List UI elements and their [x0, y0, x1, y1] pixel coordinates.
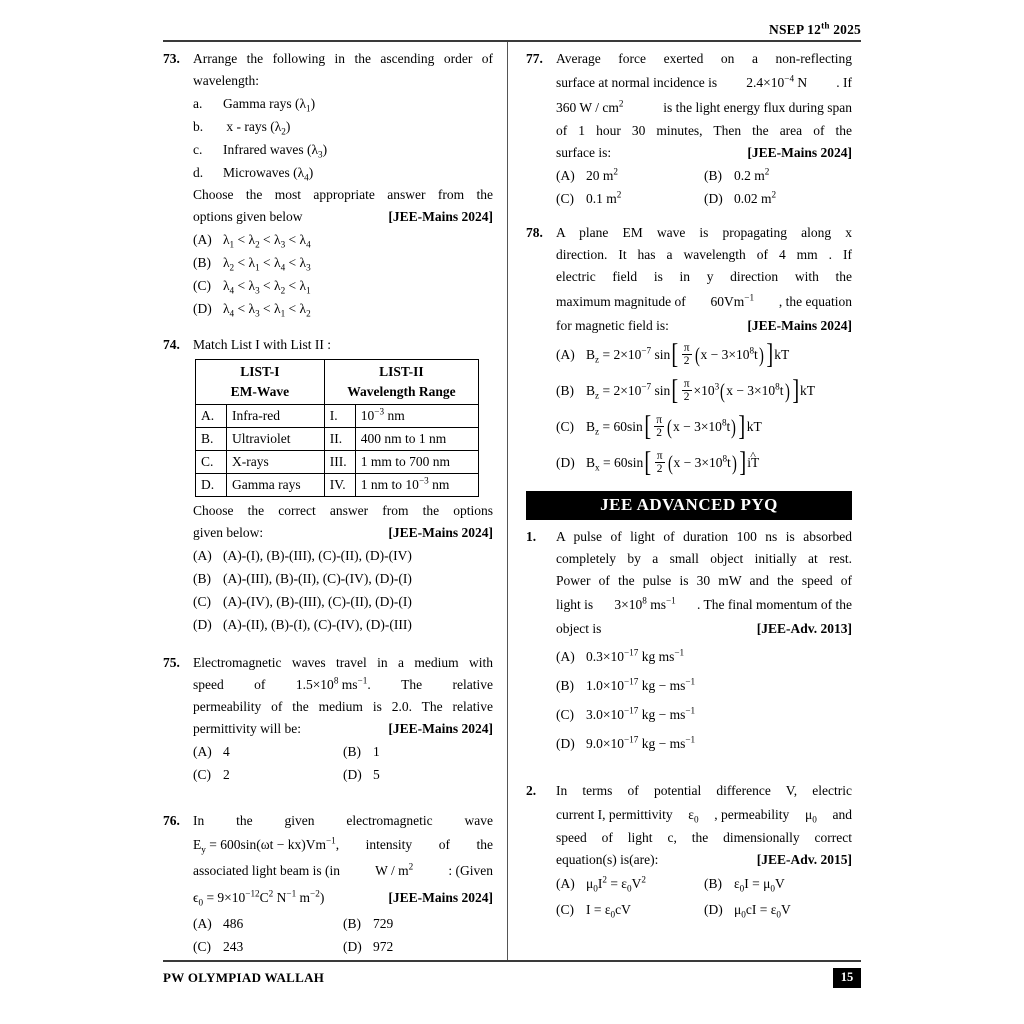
table-row [196, 474, 479, 497]
question-73-item-d [193, 161, 493, 184]
option-d[interactable] [343, 935, 493, 958]
question-76-options [193, 912, 493, 958]
line4-text-1: maximum magnitude of [556, 294, 686, 309]
line1-word-2: the [236, 813, 253, 828]
option-label: (D) [343, 767, 362, 782]
option-label: (A) [556, 649, 575, 664]
line1-word-5: wave [464, 813, 493, 828]
line2-speed-value: $1.5\times 10^8$ $ms^{-1}$. [295, 675, 371, 692]
question-74-options [193, 544, 493, 636]
option-a[interactable] [556, 164, 704, 187]
option-label: (D) [556, 455, 575, 470]
row-key-right: III. [324, 451, 355, 474]
option-formula: $B_z = 60\sin$[ $\frac{\pi}{2}$ $(x - 3\times 10^8t)]kT$ [586, 410, 762, 442]
header-line-1: LIST-I [240, 364, 280, 379]
question-73-options [193, 228, 493, 320]
row-key-left: B. [196, 428, 227, 451]
question-73 [163, 48, 493, 320]
line2-word-3: The [401, 677, 423, 692]
question-78-line-4 [556, 288, 852, 315]
header-exam-name: NSEP 12 [769, 22, 822, 37]
adv2-source-tag: [JEE-Adv. 2015] [756, 852, 852, 867]
column-divider [507, 42, 508, 960]
question-74-stem: Match List I with List II : [193, 337, 331, 352]
question-75-body [193, 652, 493, 786]
question-78-line-1: A plane EM wave is propagating along x [556, 225, 852, 240]
adv2-line-2 [556, 802, 852, 827]
option-text: 243 [223, 939, 244, 954]
option-d[interactable] [556, 445, 852, 481]
option-text: $1.0\times 10^{-17}$ kg − $ms^{-1}$ [586, 676, 696, 693]
option-formula: $\mu_0I^2 = \varepsilon_0V^2$ [586, 874, 646, 894]
question-74 [163, 334, 493, 636]
option-label: (D) [193, 301, 212, 316]
question-75-line-4 [193, 718, 493, 740]
option-label: (A) [193, 744, 212, 759]
question-78-options [556, 337, 852, 481]
question-76-body [193, 810, 493, 958]
question-75-number: 75. [163, 655, 180, 670]
line4-text-2: , the equation [778, 294, 852, 309]
adv2-line-4 [556, 849, 852, 871]
item-text: Gamma rays $(\lambda_1)$ [223, 96, 316, 114]
option-text: 729 [373, 916, 394, 931]
option-text: 0.1 $m^2$ [586, 189, 622, 206]
row-value-left: Infra-red [227, 405, 325, 428]
unit-vector-hat: ^ iT [747, 445, 759, 481]
question-78-line-2: direction. It has a wavelength of 4 mm . If [556, 247, 852, 262]
question-78-number: 78. [526, 225, 543, 240]
header-title [769, 22, 861, 38]
efield-magnitude: $60Vm^{-1}$ [710, 292, 755, 309]
row-key-right: II. [324, 428, 355, 451]
adv2-line-3: speed of light c, the dimensionally correct [556, 830, 852, 845]
page-header [163, 0, 861, 40]
question-76-line-4 [193, 884, 493, 912]
instruction-text: options given below [193, 209, 303, 224]
option-text: 0.2 $m^2$ [734, 166, 770, 183]
row-value-left: X-rays [227, 451, 325, 474]
line3-text-2: : (Given [448, 863, 493, 878]
item-text: Infrared waves $(\lambda_3)$ [223, 142, 328, 160]
option-text: (A)-(III), (B)-(II), (C)-(IV), (D)-(I) [223, 571, 412, 586]
option-label: (A) [193, 548, 212, 563]
row-value-left: Ultraviolet [227, 428, 325, 451]
question-73-instruction-line2 [193, 206, 493, 228]
option-label: (A) [556, 168, 575, 183]
option-text: 5 [373, 767, 380, 782]
right-column [512, 42, 852, 960]
question-78-line-3: electric field is in y direction with the [556, 269, 852, 284]
question-74-instruction-line2 [193, 522, 493, 544]
option-label: (B) [556, 678, 574, 693]
footer-brand: PW OLYMPIAD WALLAH [163, 970, 325, 985]
question-77-body [556, 48, 852, 210]
option-formula: $B_z = 2\times 10^{-7}$ sin[ $\frac{\pi}{2}$ $\times 10^3(x - 3\times 10^8t)]kT$ [586, 374, 815, 406]
option-d[interactable] [193, 613, 493, 636]
option-b[interactable] [704, 871, 852, 897]
adv2-options [556, 871, 852, 923]
question-78-source-tag: [JEE-Mains 2024] [747, 318, 852, 333]
option-label: (C) [556, 902, 574, 917]
row-key-right: IV. [324, 474, 355, 497]
advanced-question-2 [526, 780, 852, 923]
option-d[interactable] [556, 729, 852, 758]
table-header-list-1 [196, 360, 325, 405]
option-formula: $\varepsilon_0I = \mu_0V$ [734, 876, 785, 894]
option-label: (C) [193, 767, 211, 782]
row-key-right: I. [324, 405, 355, 428]
option-label: (A) [193, 232, 212, 247]
line5-text: for magnetic field is: [556, 318, 669, 333]
option-label: (D) [556, 736, 575, 751]
option-label: (B) [343, 916, 361, 931]
option-label: (A) [556, 347, 575, 362]
question-78 [526, 222, 852, 481]
option-d[interactable] [704, 187, 852, 210]
option-label: (C) [193, 594, 211, 609]
line2-text-1: surface at normal incidence is [556, 75, 718, 90]
option-a[interactable] [556, 337, 852, 373]
epsilon-constant: $\epsilon_0 = 9\times 10^{-12}C^2$ $N^{-1}$ $m^{-2}$) [193, 888, 325, 908]
item-label: a. [193, 96, 203, 111]
header-ordinal-suffix: th [821, 20, 830, 31]
header-line-2: Wavelength Range [347, 384, 456, 399]
adv1-source-tag: [JEE-Adv. 2013] [756, 621, 852, 636]
adv1-options [556, 642, 852, 758]
line2-text-3: and [832, 807, 852, 822]
option-a[interactable] [556, 642, 852, 671]
option-label: (D) [193, 617, 212, 632]
line3-text: is the light energy flux during span [663, 100, 852, 115]
question-76-source-tag: [JEE-Mains 2024] [388, 890, 493, 905]
question-75-line-1: Electromagnetic waves travel in a medium with [193, 655, 493, 670]
option-c[interactable] [193, 590, 493, 613]
adv1-line-3: Power of the pulse is 30 mW and the speed of [556, 573, 852, 588]
question-73-item-a [193, 92, 493, 115]
line2-word-1: intensity [365, 837, 413, 852]
question-77 [526, 48, 852, 210]
question-75-source-tag: [JEE-Mains 2024] [388, 721, 493, 736]
question-73-number: 73. [163, 51, 180, 66]
question-78-body [556, 222, 852, 481]
question-74-instruction-line1: Choose the correct answer from the options [193, 503, 493, 518]
table-row [196, 428, 479, 451]
option-label: (B) [343, 744, 361, 759]
question-73-stem: Arrange the following in the ascending order of wavelength: [193, 51, 493, 88]
line4-text: permittivity will be: [193, 721, 301, 736]
line2-word-4: relative [452, 677, 493, 692]
option-a[interactable] [556, 871, 704, 897]
advanced-question-1 [526, 526, 852, 758]
option-d[interactable] [343, 763, 493, 786]
line2-text-2: , permeability [714, 807, 790, 822]
question-76 [163, 810, 493, 958]
intensity-unit: W / $m^2$ [375, 861, 414, 878]
advanced-question-2-body [556, 780, 852, 923]
question-73-source-tag: [JEE-Mains 2024] [388, 209, 493, 224]
option-b[interactable] [704, 164, 852, 187]
document-page [163, 0, 861, 1024]
row-value-right: 400 nm to 1 nm [355, 428, 478, 451]
option-a[interactable] [193, 740, 343, 763]
option-c[interactable] [193, 763, 343, 786]
option-label: (B) [193, 255, 211, 270]
line4-text: equation(s) is(are): [556, 852, 659, 867]
question-76-number: 76. [163, 813, 180, 828]
question-75-line-3: permeability of the medium is 2.0. The relative [193, 699, 493, 714]
option-text: $\lambda_1 < \lambda_2 < \lambda_3 < \lambda_4$ [223, 232, 311, 250]
row-value-right: 1 mm to 700 nm [355, 451, 478, 474]
question-73-body [193, 48, 493, 320]
question-77-line-1: Average force exerted on a non-reflecting [556, 51, 852, 66]
option-text: $\lambda_2 < \lambda_1 < \lambda_4 < \lambda_3$ [223, 255, 311, 273]
option-label: (C) [193, 939, 211, 954]
option-label: (D) [343, 939, 362, 954]
question-77-number: 77. [526, 51, 543, 66]
option-text: 486 [223, 916, 244, 931]
question-73-item-b [193, 115, 493, 138]
line5-text: object is [556, 621, 602, 636]
option-c[interactable] [556, 897, 704, 923]
question-74-body [193, 334, 493, 636]
option-a[interactable] [193, 228, 493, 251]
advanced-question-1-number: 1. [526, 529, 537, 544]
permittivity-symbol: $\varepsilon_0$ [688, 807, 699, 825]
option-label: (C) [556, 191, 574, 206]
option-b[interactable] [193, 251, 493, 274]
option-text: (A)-(IV), (B)-(III), (C)-(II), (D)-(I) [223, 594, 412, 609]
row-key-left: D. [196, 474, 227, 497]
row-value-left: Gamma rays [227, 474, 325, 497]
header-year: 2025 [829, 22, 861, 37]
option-b[interactable] [556, 671, 852, 700]
option-text: $\lambda_4 < \lambda_3 < \lambda_1 < \lambda_2$ [223, 301, 311, 319]
row-key-left: A. [196, 405, 227, 428]
option-d[interactable] [704, 897, 852, 923]
option-text: $\lambda_4 < \lambda_3 < \lambda_2 < \lambda_1$ [223, 278, 311, 296]
option-label: (D) [704, 902, 723, 917]
question-76-line-3 [193, 858, 493, 884]
question-77-source-tag: [JEE-Mains 2024] [747, 145, 852, 160]
advanced-question-2-number: 2. [526, 783, 537, 798]
option-a[interactable] [193, 912, 343, 935]
line2-word-2: of [254, 677, 266, 692]
option-text: 1 [373, 744, 380, 759]
option-label: (A) [193, 916, 212, 931]
field-equation: $E_y = 600\sin(\omega t - kx)Vm^{-1}$, [193, 835, 340, 855]
line4-text-1: light is [556, 597, 594, 612]
question-73-item-c [193, 138, 493, 161]
page-number-badge: 15 [833, 968, 861, 988]
option-text: $0.3\times 10^{-17}$ kg $ms^{-1}$ [586, 647, 685, 664]
option-c[interactable] [556, 187, 704, 210]
question-74-number: 74. [163, 337, 180, 352]
option-formula: $\mu_0cI = \varepsilon_0V$ [734, 902, 791, 920]
option-a[interactable] [193, 544, 493, 567]
left-column [163, 42, 503, 960]
permeability-symbol: $\mu_0$ [804, 807, 817, 825]
jee-advanced-pyq-banner: JEE ADVANCED PYQ [526, 491, 852, 520]
option-c[interactable] [556, 700, 852, 729]
match-list-table [195, 359, 479, 497]
adv1-line-1: A pulse of light of duration 100 ns is absorbed [556, 529, 852, 544]
option-c[interactable] [193, 935, 343, 958]
table-row [196, 451, 479, 474]
option-formula: $B_x = 60\sin$[ $\frac{\pi}{2}$ $(x - 3\times 10^8t)]\^{}$ iT [586, 445, 852, 481]
question-76-line-2 [193, 832, 493, 858]
item-text: Microwaves $(\lambda_4)$ [223, 165, 314, 183]
line1-word-1: In [193, 813, 205, 828]
option-b[interactable] [556, 373, 852, 409]
page-footer [163, 965, 861, 991]
question-77-line-3 [556, 95, 852, 120]
question-77-line-5 [556, 142, 852, 164]
option-text: 0.02 $m^2$ [734, 189, 777, 206]
option-label: (A) [556, 876, 575, 891]
line5-text: surface is: [556, 145, 612, 160]
row-value-right: 1 nm to $10^{-3}$ nm [355, 474, 478, 497]
option-text: 4 [223, 744, 230, 759]
footer-divider-rule [163, 960, 861, 962]
line1-word-4: electromagnetic [346, 813, 433, 828]
option-text: (A)-(I), (B)-(III), (C)-(II), (D)-(IV) [223, 548, 412, 563]
option-c[interactable] [193, 274, 493, 297]
question-75-options [193, 740, 493, 786]
force-value: $2.4\times 10^{-4}$ N [746, 73, 808, 90]
option-text: 972 [373, 939, 394, 954]
option-b[interactable] [193, 567, 493, 590]
question-74-source-tag: [JEE-Mains 2024] [388, 525, 493, 540]
line2-word-3: the [476, 837, 493, 852]
option-label: (B) [193, 571, 211, 586]
table-header-list-2 [324, 360, 478, 405]
option-text: (A)-(II), (B)-(I), (C)-(IV), (D)-(III) [223, 617, 412, 632]
option-label: (B) [704, 876, 722, 891]
adv1-line-4 [556, 592, 852, 618]
instruction-text: given below: [193, 525, 264, 540]
item-label: c. [193, 142, 203, 157]
question-77-options [556, 164, 852, 210]
adv1-line-2: completely by a small object initially at rest. [556, 551, 852, 566]
option-text: $3.0\times 10^{-17}$ kg − $ms^{-1}$ [586, 705, 696, 722]
question-73-instruction-line1: Choose the most appropriate answer from the [193, 187, 493, 202]
option-label: (B) [556, 383, 574, 398]
question-76-line-1 [193, 810, 493, 832]
question-75 [163, 652, 493, 786]
table-header-row [196, 360, 479, 405]
item-text: x - rays $(\lambda_2)$ [226, 119, 291, 137]
option-label: (C) [556, 419, 574, 434]
option-text: 20 $m^2$ [586, 166, 618, 183]
speed-of-light-value: $3\times 10^8$ $ms^{-1}$ [614, 595, 676, 612]
line3-text-1: associated light beam is (in [193, 863, 340, 878]
option-b[interactable] [343, 912, 493, 935]
line2-word-2: of [438, 837, 450, 852]
option-formula: $I = \varepsilon_0cV$ [586, 902, 631, 920]
flux-value: 360 W / $cm^2$ [556, 98, 624, 115]
line2-word-1: speed [193, 677, 224, 692]
line1-word-3: given [284, 813, 315, 828]
adv1-line-5 [556, 618, 852, 640]
row-value-right: $10^{-3}$ nm [355, 405, 478, 428]
option-label: (C) [193, 278, 211, 293]
adv2-line-1: In terms of potential difference V, electric [556, 783, 852, 798]
item-label: d. [193, 165, 204, 180]
table-row [196, 405, 479, 428]
header-line-2: EM-Wave [230, 384, 290, 399]
header-line-1: LIST-II [379, 364, 424, 379]
option-label: (B) [704, 168, 722, 183]
question-75-line-2 [193, 674, 493, 696]
option-c[interactable] [556, 409, 852, 445]
advanced-question-1-body [556, 526, 852, 758]
line2-text-2: . If [836, 75, 852, 90]
option-d[interactable] [193, 297, 493, 320]
row-key-left: C. [196, 451, 227, 474]
line2-text-1: current I, permittivity [556, 807, 673, 822]
two-column-body [163, 42, 861, 960]
option-formula: $B_z = 2\times 10^{-7}$ sin[ $\frac{\pi}{2}$ $(x - 3\times 10^8t)]kT$ [586, 338, 790, 370]
item-label: b. [193, 119, 204, 134]
option-text: $9.0\times 10^{-17}$ kg − $ms^{-1}$ [586, 734, 696, 751]
question-77-line-2 [556, 70, 852, 95]
question-77-line-4: of 1 hour 30 minutes, Then the area of the [556, 123, 852, 138]
question-78-line-5 [556, 315, 852, 337]
option-b[interactable] [343, 740, 493, 763]
line4-text-2: . The final momentum of the [697, 597, 852, 612]
option-label: (C) [556, 707, 574, 722]
option-label: (D) [704, 191, 723, 206]
option-text: 2 [223, 767, 230, 782]
